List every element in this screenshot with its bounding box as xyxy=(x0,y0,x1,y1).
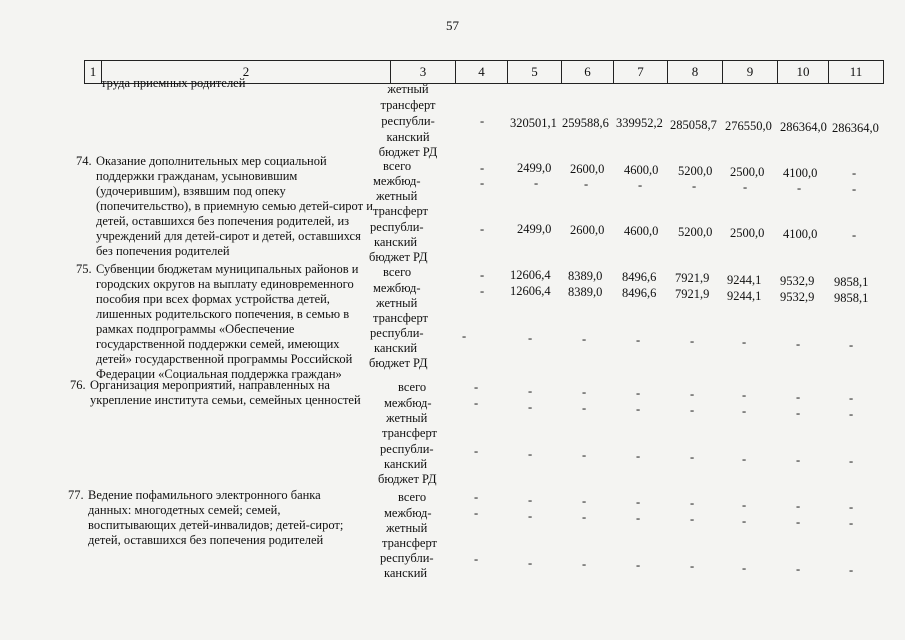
cell: 4600,0 xyxy=(624,224,659,238)
row-number: 75. xyxy=(76,262,92,276)
type-label: бюджет РД xyxy=(378,472,437,486)
cell: - xyxy=(742,514,747,528)
type-label: трансферт xyxy=(382,536,437,550)
cell: - xyxy=(796,562,801,576)
continuation-cell-8: 285058,7 xyxy=(670,118,717,132)
header-col-6: 6 xyxy=(561,60,614,84)
cell: 9858,1 xyxy=(834,291,869,305)
cell: - xyxy=(636,495,641,509)
header-col-9: 9 xyxy=(722,60,778,84)
cell: 9532,9 xyxy=(780,274,815,288)
cell: - xyxy=(638,178,643,192)
continuation-cell-9: 276550,0 xyxy=(725,119,772,133)
header-col-8: 8 xyxy=(667,60,723,84)
cell: - xyxy=(582,557,587,571)
cell: 2500,0 xyxy=(730,226,765,240)
type-label: трансферт xyxy=(382,426,437,440)
row-description-line: городских округов на выплату единовременного xyxy=(96,277,354,291)
cell: - xyxy=(474,506,479,520)
cell: - xyxy=(480,284,485,298)
cell: - xyxy=(582,448,587,462)
type-label: трансферт xyxy=(373,311,428,325)
header-col-3: 3 xyxy=(390,60,456,84)
cell: - xyxy=(528,556,533,570)
type-label: республи- xyxy=(380,551,434,565)
cell: - xyxy=(742,388,747,402)
header-col-7: 7 xyxy=(613,60,668,84)
type-label: жетный xyxy=(376,296,418,310)
row-description-line: Субвенции бюджетам муниципальных районов и xyxy=(96,262,359,276)
cell: 9858,1 xyxy=(834,275,869,289)
row-description-line: (удочерившим), взявшим под опеку xyxy=(96,184,286,198)
cell: 2600,0 xyxy=(570,223,605,237)
cell: - xyxy=(584,177,589,191)
cell: - xyxy=(474,396,479,410)
row-description-line: (попечительство), в приемную семью детей-сирот и xyxy=(96,199,373,213)
cell: - xyxy=(690,450,695,464)
cell: - xyxy=(636,511,641,525)
cell: - xyxy=(742,452,747,466)
type-label: трансферт xyxy=(373,204,428,218)
page-number: 57 xyxy=(446,18,459,33)
type-label: межбюд- xyxy=(373,174,421,188)
cell: - xyxy=(462,329,467,343)
cell: 7921,9 xyxy=(675,271,710,285)
cell: - xyxy=(528,509,533,523)
header-col-11: 11 xyxy=(828,60,884,84)
cell: - xyxy=(849,391,854,405)
header-col-10: 10 xyxy=(777,60,829,84)
cell: 2499,0 xyxy=(517,161,552,175)
cell: - xyxy=(742,335,747,349)
cell: - xyxy=(796,337,801,351)
cell: - xyxy=(636,333,641,347)
type-label: межбюд- xyxy=(373,281,421,295)
type-label: жетный xyxy=(386,521,428,535)
cell: 2499,0 xyxy=(517,222,552,236)
row-description-line: Оказание дополнительных мер социальной xyxy=(96,154,327,168)
row-description-line: детей, оставшихся без попечения родителей xyxy=(88,533,324,547)
type-label: бюджет РД xyxy=(369,250,428,264)
cell: 9244,1 xyxy=(727,273,762,287)
cell: 12606,4 xyxy=(510,284,551,298)
row-number: 74. xyxy=(76,154,92,168)
row-description-line: Организация мероприятий, направленных на xyxy=(90,378,330,392)
cell: - xyxy=(528,331,533,345)
cell: - xyxy=(582,401,587,415)
cell: - xyxy=(796,406,801,420)
cell: - xyxy=(797,181,802,195)
cell: - xyxy=(474,380,479,394)
continuation-cell-10: 286364,0 xyxy=(780,120,827,134)
type-label: всего xyxy=(398,490,427,504)
continuation-cell-11: 286364,0 xyxy=(832,121,879,135)
type-label: всего xyxy=(398,380,427,394)
cell: 12606,4 xyxy=(510,268,551,282)
cell: 4100,0 xyxy=(783,166,818,180)
cell: - xyxy=(852,228,857,242)
row-description-line: лишенных родительского попечения, в семью в xyxy=(96,307,350,321)
type-label: республи- xyxy=(380,442,434,456)
row-description-line: без попечения родителей xyxy=(96,244,230,258)
type-label: бюджет РД xyxy=(369,356,428,370)
type-label: жетный xyxy=(386,411,428,425)
cell: - xyxy=(480,176,485,190)
cell: - xyxy=(690,512,695,526)
cell: - xyxy=(796,453,801,467)
cell: - xyxy=(852,166,857,180)
cell: - xyxy=(474,552,479,566)
continuation-cell-5: 320501,1 xyxy=(510,116,557,130)
cell: - xyxy=(742,498,747,512)
continuation-cell-6: 259588,6 xyxy=(562,116,609,130)
cell: - xyxy=(690,559,695,573)
cell: - xyxy=(582,510,587,524)
type-label: канский xyxy=(384,457,428,471)
type-label: канский xyxy=(384,566,428,580)
row-description-line: детей, оставшихся без попечения родителей, из xyxy=(96,214,350,228)
type-label: жетный xyxy=(376,189,418,203)
cell: 8496,6 xyxy=(622,286,657,300)
cell: - xyxy=(528,447,533,461)
cell: - xyxy=(636,449,641,463)
cell: - xyxy=(474,490,479,504)
cell: - xyxy=(528,493,533,507)
cell: 7921,9 xyxy=(675,287,710,301)
continuation-type-2: республи- канский бюджет РД xyxy=(378,114,438,159)
row-description-line: поддержки гражданам, усыновившим xyxy=(96,169,298,183)
cell: - xyxy=(690,496,695,510)
cell: - xyxy=(474,444,479,458)
cell: - xyxy=(742,561,747,575)
cell: - xyxy=(480,222,485,236)
cell: - xyxy=(849,500,854,514)
cell: - xyxy=(480,161,485,175)
row-number: 76. xyxy=(70,378,86,392)
cell: - xyxy=(743,180,748,194)
cell: - xyxy=(582,385,587,399)
cell: 5200,0 xyxy=(678,164,713,178)
cell: - xyxy=(690,387,695,401)
cell: 8389,0 xyxy=(568,269,603,283)
cell: 4600,0 xyxy=(624,163,659,177)
cell: - xyxy=(690,334,695,348)
cell: - xyxy=(742,404,747,418)
row-description-line: рамках подпрограммы «Обеспечение xyxy=(96,322,295,336)
row-description-line: детей» государственной программы Российской xyxy=(96,352,353,366)
cell: 9244,1 xyxy=(727,289,762,303)
cell: 9532,9 xyxy=(780,290,815,304)
continuation-type-1: жетный трансферт xyxy=(380,82,436,112)
cell: - xyxy=(692,179,697,193)
cell: - xyxy=(690,403,695,417)
cell: - xyxy=(796,515,801,529)
cell: - xyxy=(849,407,854,421)
row-description-line: учреждений для детей-сирот и детей, оставшихся xyxy=(96,229,361,243)
header-col-5: 5 xyxy=(507,60,562,84)
row-description-line: данных: многодетных семей; семей, xyxy=(88,503,281,517)
type-label: республи- xyxy=(370,220,424,234)
cell: 8496,6 xyxy=(622,270,657,284)
cell: - xyxy=(796,499,801,513)
type-label: всего xyxy=(383,159,412,173)
cell: - xyxy=(582,494,587,508)
header-col-1: 1 xyxy=(84,60,102,84)
type-label: межбюд- xyxy=(384,396,432,410)
cell: 2600,0 xyxy=(570,162,605,176)
row-description-line: Ведение пофамильного электронного банка xyxy=(88,488,321,502)
cell: - xyxy=(582,332,587,346)
row-description-line: Федерации «Социальная поддержка граждан» xyxy=(96,367,342,381)
cell: - xyxy=(849,454,854,468)
cell: - xyxy=(636,558,641,572)
cell: 4100,0 xyxy=(783,227,818,241)
cell: - xyxy=(636,386,641,400)
type-label: всего xyxy=(383,265,412,279)
type-label: канский xyxy=(374,341,418,355)
cell: - xyxy=(534,176,539,190)
cell: 5200,0 xyxy=(678,225,713,239)
continuation-description: труда приемных родителей xyxy=(101,76,246,90)
cell: - xyxy=(849,516,854,530)
type-label: республи- xyxy=(370,326,424,340)
cell: - xyxy=(528,400,533,414)
type-label: межбюд- xyxy=(384,506,432,520)
continuation-cell-7: 339952,2 xyxy=(616,116,663,130)
header-col-4: 4 xyxy=(455,60,508,84)
cell: 8389,0 xyxy=(568,285,603,299)
cell: - xyxy=(852,182,857,196)
type-label: канский xyxy=(374,235,418,249)
row-number: 77. xyxy=(68,488,84,502)
row-description-line: государственной поддержки семей, имеющих xyxy=(96,337,340,351)
cell: - xyxy=(849,338,854,352)
cell: 2500,0 xyxy=(730,165,765,179)
row-description-line: укрепление института семьи, семейных ценностей xyxy=(90,393,361,407)
cell: - xyxy=(796,390,801,404)
header-col-2: 2 xyxy=(101,60,391,84)
row-description-line: воспитывающих детей-инвалидов; детей-сирот; xyxy=(88,518,344,532)
cell: - xyxy=(528,384,533,398)
row-description-line: пособия при всех формах устройства детей, xyxy=(96,292,330,306)
cell: - xyxy=(480,268,485,282)
cell: - xyxy=(636,402,641,416)
cell: - xyxy=(849,563,854,577)
continuation-cell-4: - xyxy=(480,114,485,128)
